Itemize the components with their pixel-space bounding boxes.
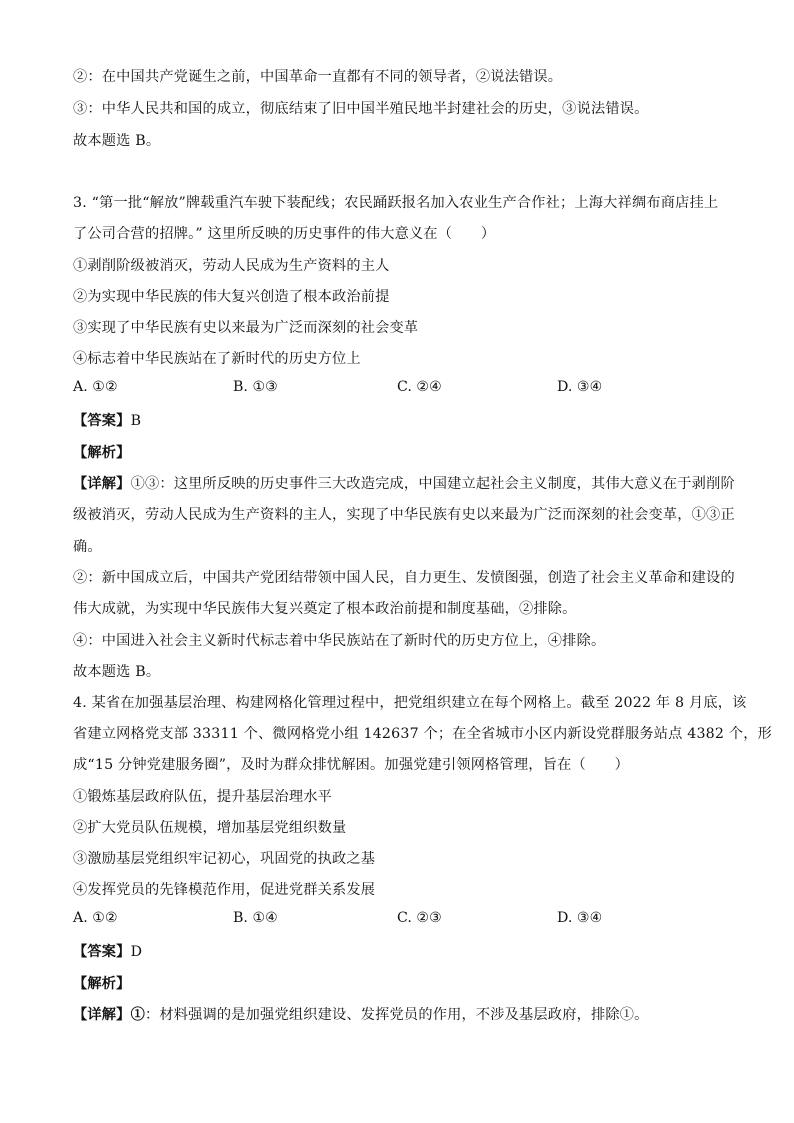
q3-stem-line-2: 了公司合营的招牌。” 这里所反映的历史事件的伟大意义在（ ） (73, 226, 496, 242)
q3-option-b: B. ①③ (233, 379, 278, 395)
q4-option-b: B. ①④ (233, 910, 278, 926)
q4-detail-1 (73, 1004, 728, 1024)
q4-option-a: A. ①② (73, 910, 118, 926)
q3-analysis-tag: 【解析】 (73, 445, 131, 461)
detail-tag: 【详解】 (73, 476, 131, 492)
q3-statement-3: ③实现了中华民族有史以来最为广泛而深刻的社会变革 (73, 320, 419, 336)
q3-detail-1 (73, 473, 735, 493)
analysis-line-3: ③：中华人民共和国的成立，彻底结束了旧中国半殖民地半封建社会的历史，③说法错误。 (73, 101, 649, 117)
q3-option-d: D. ③④ (557, 379, 603, 395)
answer-tag: 【答案】 (73, 944, 131, 960)
answer-tag: 【答案】 (73, 413, 131, 429)
q4-option-c: C. ②③ (397, 910, 442, 926)
q3-stem-line-1: 3. “第一批“解放”牌载重汽车驶下装配线；农民踊跃报名加入农业生产合作社；上海大祥绸布商店挂上 (73, 195, 719, 211)
q4-statement-3: ③激励基层党组织牢记初心，巩固党的执政之基 (73, 851, 376, 867)
q4-option-d: D. ③④ (557, 910, 603, 926)
q4-stem-line-1: 4. 某省在加强基层治理、构建网格化管理过程中，把党组织建立在每个网格上。截至 2022 年 8 月底，该 (73, 695, 747, 711)
q4-statement-4: ④发挥党员的先锋模范作用，促进党群关系发展 (73, 882, 376, 898)
q3-detail-6: ④：中国进入社会主义新时代标志着中华民族站在了新时代的历史方位上，④排除。 (73, 633, 606, 649)
q3-detail-4: ②：新中国成立后，中国共产党团结带领中国人民，自力更生、发愤图强，创造了社会主义革命和建设的 (73, 570, 735, 586)
q3-detail-2: 级被消灭，劳动人民成为生产资料的主人，实现了中华民族有史以来最为广泛而深刻的社会变革，①③正 (73, 507, 735, 523)
q3-answer-value: B (130, 413, 142, 429)
q4-answer-value: D (130, 944, 143, 960)
q4-stem-line-2: 省建立网格党支部 33311 个、微网格党小组 142637 个；在全省城市小区内新设党群服务站点 4382 个，形 (73, 726, 772, 742)
q4-statement-1: ①锻炼基层政府队伍，提升基层治理水平 (73, 789, 332, 805)
q3-detail-7: 故本题选 B。 (73, 664, 161, 680)
q4-detail-mark: ① (130, 1007, 145, 1023)
q3-detail-5: 伟大成就，为实现中华民族伟大复兴奠定了根本政治前提和制度基础，②排除。 (73, 601, 577, 617)
q3-detail-text-1: ①③：这里所反映的历史事件三大改造完成，中国建立起社会主义制度，其伟大意义在于剥削阶 (130, 476, 735, 492)
q3-option-a: A. ①② (73, 379, 118, 395)
q3-detail-3: 确。 (73, 539, 102, 555)
q3-statement-2: ②为实现中华民族的伟大复兴创造了根本政治前提 (73, 289, 390, 305)
q3-statement-4: ④标志着中华民族站在了新时代的历史方位上 (73, 351, 361, 367)
detail-tag: 【详解】 (73, 1007, 131, 1023)
q4-statement-2: ②扩大党员队伍规模，增加基层党组织数量 (73, 820, 347, 836)
q4-detail-text-1: ：材料强调的是加强党组织建设、发挥党员的作用，不涉及基层政府，排除①。 (144, 1007, 649, 1023)
q3-option-c: C. ②④ (397, 379, 442, 395)
q4-stem-line-3: 成“15 分钟党建服务圈”，及时为群众排忧解困。加强党建引领网格管理，旨在（ ） (73, 757, 630, 773)
q4-analysis-tag: 【解析】 (73, 976, 131, 992)
conclusion-line: 故本题选 B。 (73, 133, 161, 149)
q3-statement-1: ①剥削阶级被消灭，劳动人民成为生产资料的主人 (73, 258, 390, 274)
q4-answer (73, 941, 728, 961)
analysis-line-2: ②：在中国共产党诞生之前，中国革命一直都有不同的领导者，②说法错误。 (73, 69, 563, 85)
q3-answer (73, 410, 728, 430)
